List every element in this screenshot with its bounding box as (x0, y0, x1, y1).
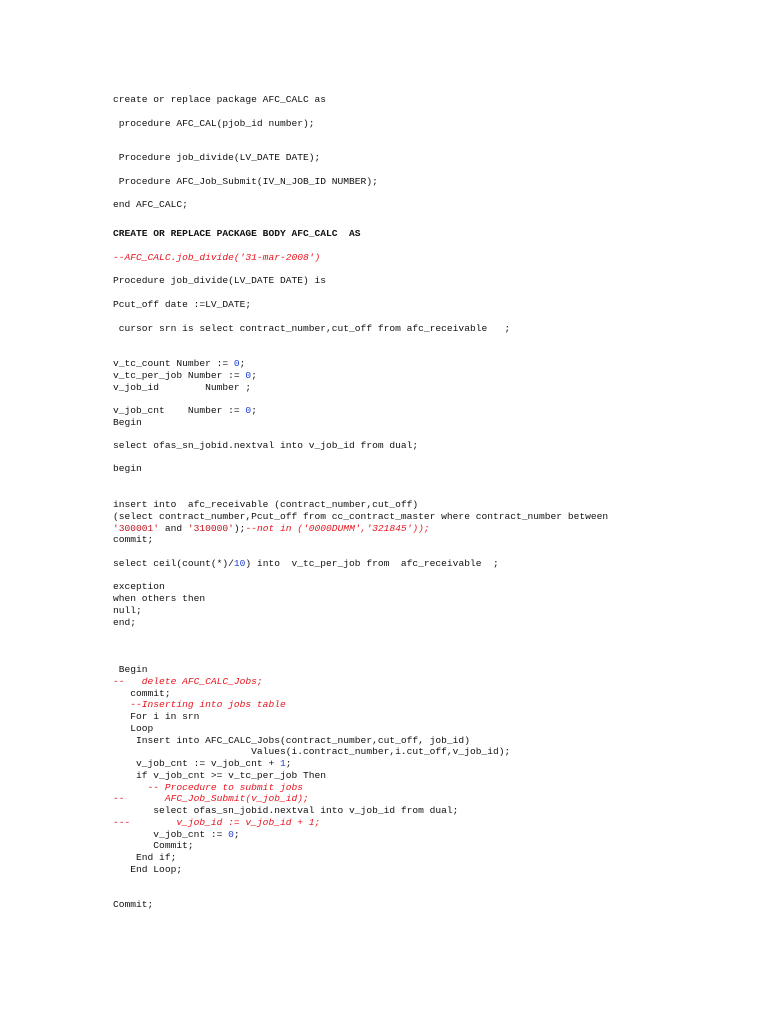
code-text: ; (233, 829, 240, 840)
code-line: Procedure AFC_Job_Submit(IV_N_JOB_ID NUMBER); (113, 176, 378, 187)
code-line (113, 358, 245, 370)
code-comment: --Inserting into jobs table (113, 699, 286, 710)
code-line: Begin (113, 417, 142, 428)
code-line: v_job_id Number ; (113, 382, 252, 393)
code-line: commit; (113, 534, 154, 545)
code-text: select ceil(count(*)/ (113, 558, 234, 569)
code-line: (select contract_number,Pcut_off from cc_contract_master where contract_number between (113, 511, 609, 522)
code-line: Commit; (113, 840, 194, 851)
code-line (113, 758, 292, 770)
code-comment: --not in ('0000DUMM','321845')); (245, 523, 430, 534)
code-line: End Loop; (113, 864, 183, 875)
code-text: v_job_cnt Number := (113, 405, 246, 416)
code-line: create or replace package AFC_CALC as (113, 94, 327, 105)
code-line: Commit; (113, 899, 154, 910)
code-text: ; (251, 370, 257, 381)
code-line (113, 558, 499, 570)
code-line: exception (113, 581, 165, 592)
code-text: v_tc_per_job Number := (113, 370, 246, 381)
code-comment: -- delete AFC_CALC_Jobs; (113, 676, 263, 687)
code-text: v_job_cnt := (113, 829, 229, 840)
code-line: Procedure job_divide(LV_DATE DATE); (113, 152, 321, 163)
code-number: 1 (279, 758, 286, 769)
code-line: Insert into AFC_CALC_Jobs(contract_number,cut_off, job_id) (113, 735, 470, 746)
code-line: CREATE OR REPLACE PACKAGE BODY AFC_CALC AS (113, 228, 361, 239)
code-number: 10 (233, 558, 246, 569)
code-number: 0 (245, 370, 252, 381)
code-text: ; (285, 758, 292, 769)
code-line: end; (113, 617, 137, 628)
code-line: select ofas_sn_jobid.nextval into v_job_id from dual; (113, 440, 419, 451)
code-line: procedure AFC_CAL(pjob_id number); (113, 118, 315, 129)
code-line: insert into afc_receivable (contract_number,cut_off) (113, 499, 419, 510)
code-comment: --AFC_CALC.job_divide('31-mar-2008') (113, 252, 321, 263)
code-line: end AFC_CALC; (113, 199, 188, 210)
code-line: Values(i.contract_number,i.cut_off,v_job_id); (113, 746, 511, 757)
code-line: when others then (113, 593, 206, 604)
code-line (113, 523, 430, 535)
code-line (113, 370, 257, 382)
code-line: select ofas_sn_jobid.nextval into v_job_id from dual; (113, 805, 459, 816)
code-line: if v_job_cnt >= v_tc_per_job Then (113, 770, 327, 781)
code-text: and (159, 523, 188, 534)
code-line: Procedure job_divide(LV_DATE DATE) is (113, 275, 327, 286)
code-comment: -- AFC_Job_Submit(v_job_id); (113, 793, 309, 804)
code-line: Begin (113, 664, 148, 675)
code-line: Loop (113, 723, 154, 734)
code-string: '310000' (187, 523, 234, 534)
code-line: cursor srn is select contract_number,cut_off from afc_receivable ; (113, 323, 511, 334)
code-line: Pcut_off date :=LV_DATE; (113, 299, 252, 310)
code-line: End if; (113, 852, 177, 863)
code-line: commit; (113, 688, 171, 699)
code-comment: --- v_job_id := v_job_id + 1; (113, 817, 321, 828)
code-line (113, 405, 257, 417)
code-text: ; (251, 405, 257, 416)
code-line: begin (113, 463, 142, 474)
code-text: ; (239, 358, 246, 369)
code-line: null; (113, 605, 142, 616)
code-text: v_job_cnt := v_job_cnt + (113, 758, 280, 769)
code-comment: -- Procedure to submit jobs (113, 782, 303, 793)
code-text: ) into v_tc_per_job from afc_receivable ; (245, 558, 499, 569)
code-string: '300001' (113, 523, 160, 534)
code-number: 0 (228, 829, 234, 840)
code-number: 0 (233, 358, 240, 369)
code-text: v_tc_count Number := (113, 358, 234, 369)
code-text: ); (233, 523, 246, 534)
code-line: For i in srn (113, 711, 200, 722)
code-number: 0 (245, 405, 252, 416)
